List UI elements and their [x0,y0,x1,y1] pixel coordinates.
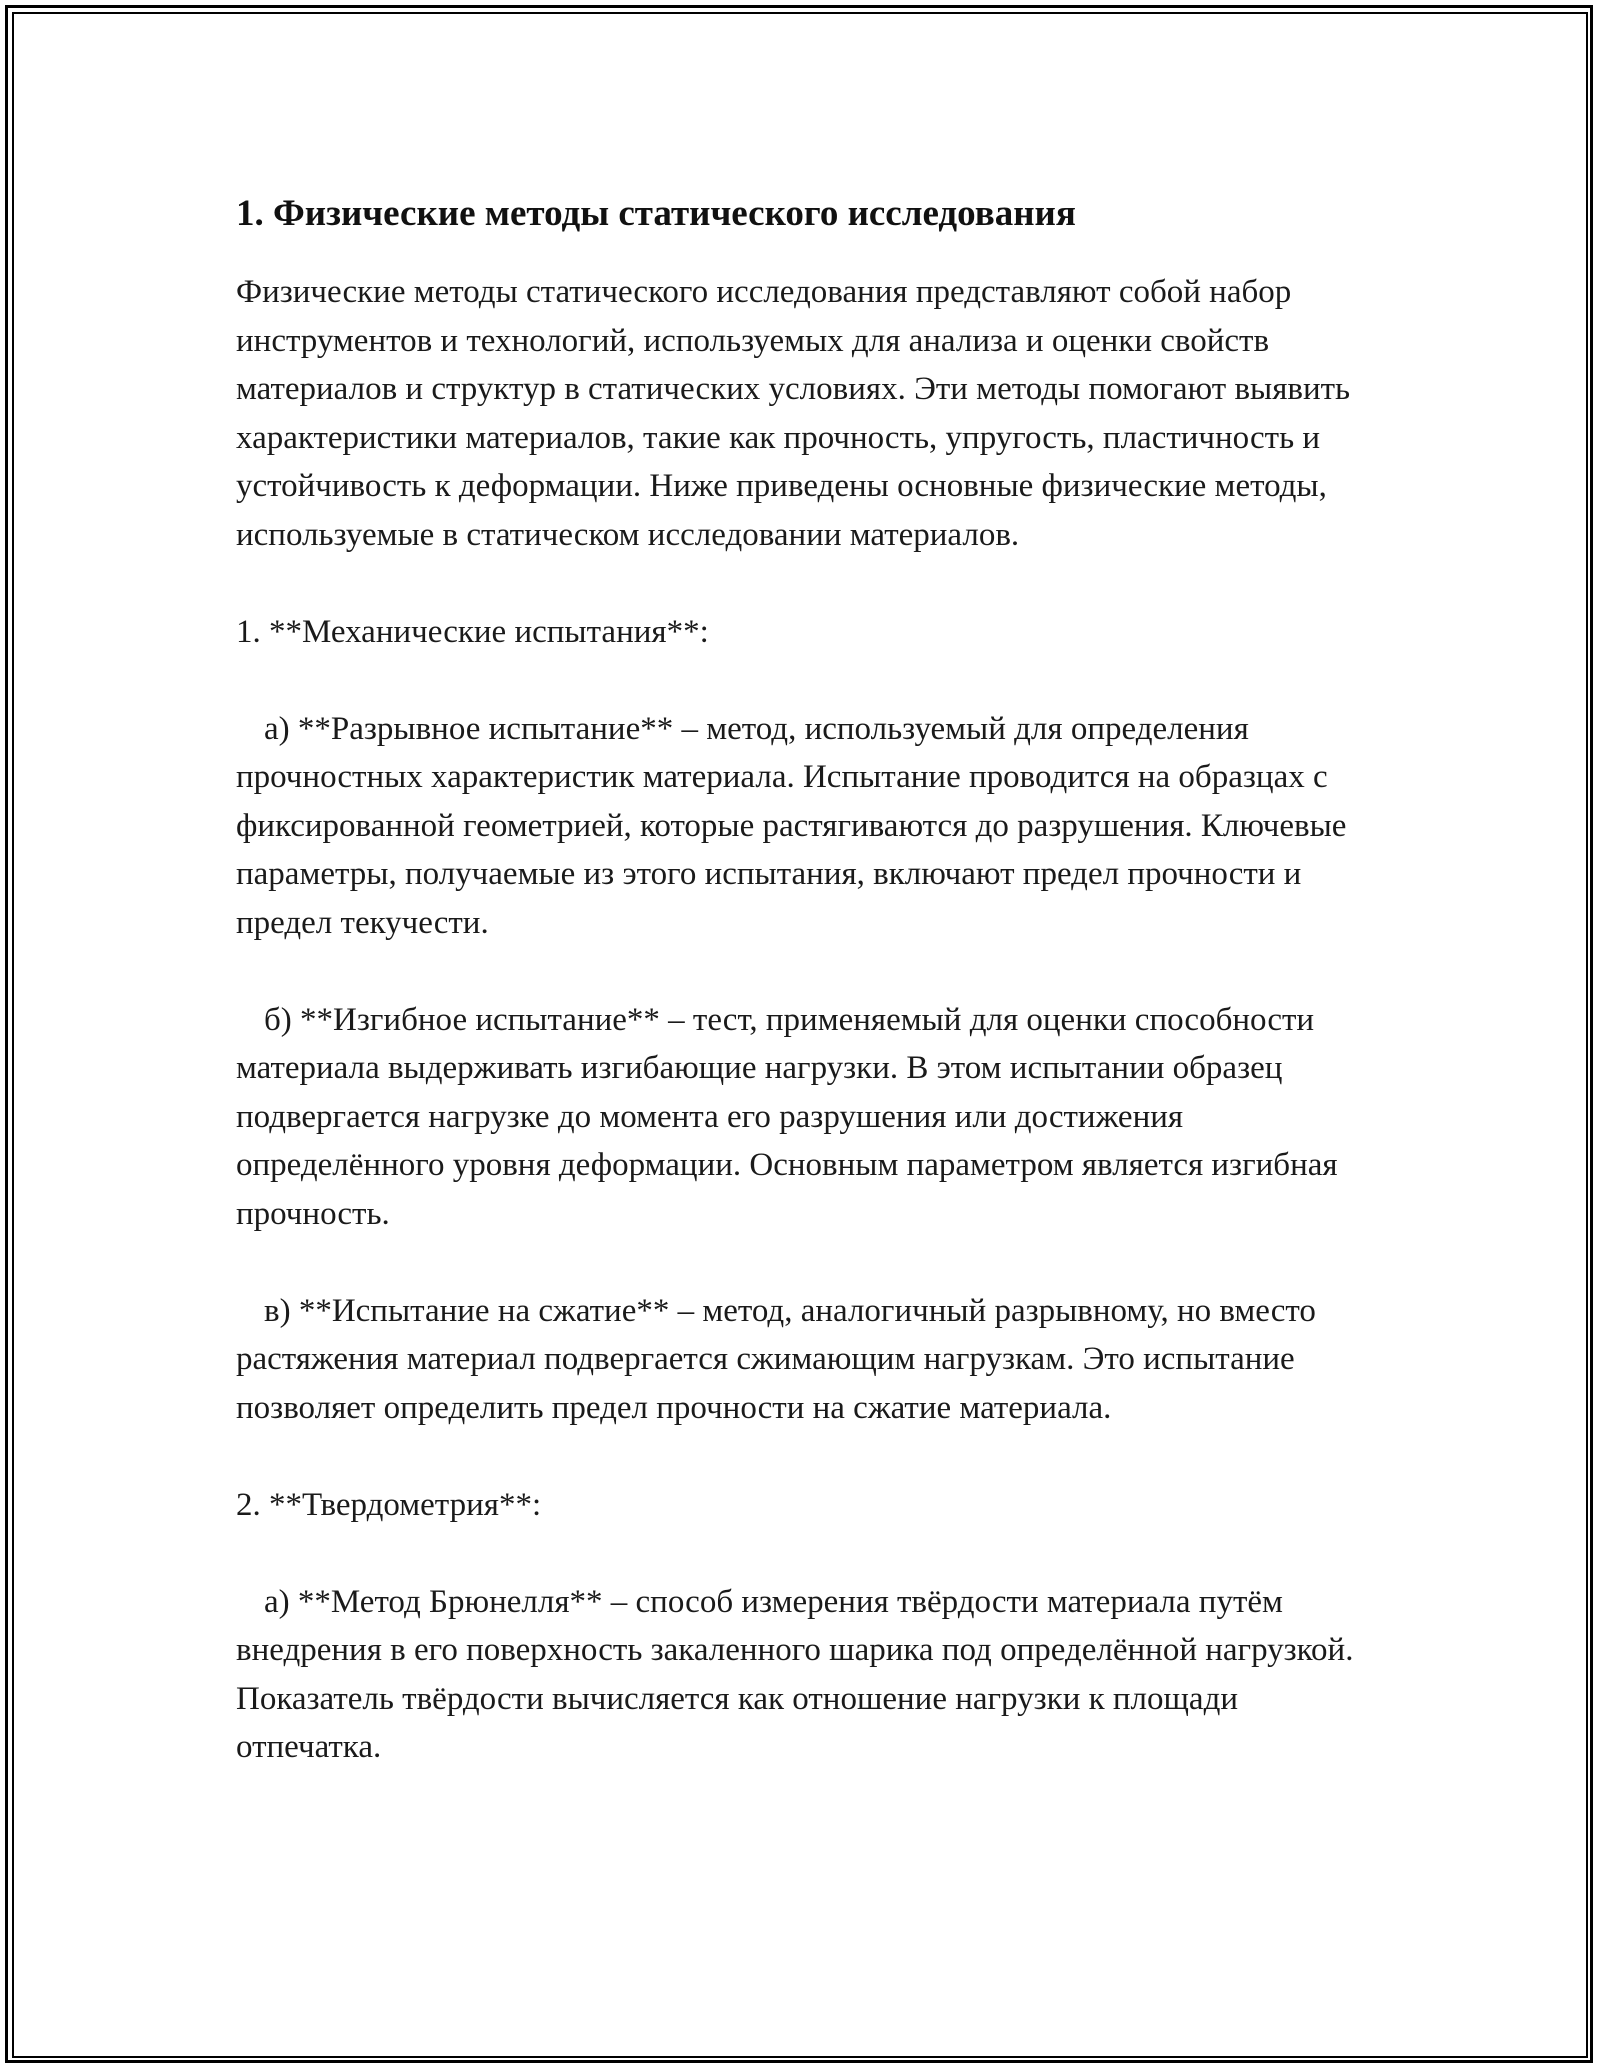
subsection-title-hardness: 2. **Твердометрия**: [236,1486,542,1523]
subsection-title-mechanical: 1. **Механические испытания**: [236,613,709,650]
section-heading: 1. Физические методы статического исследования [236,193,1076,234]
spacer [236,1529,1376,1578]
intro-paragraph: Физические методы статического исследования представляют собой набор инструментов и технологий, используемых для анализа и оценки свойств материалов и структур в статических условиях. Эти методы помогают выявить характеристики материалов, такие как прочность, упругость, пластичность и устойчивость к деформации. Ниже приведены основные физические методы, используемые в статическом исследовании материалов. [236,274,1351,553]
spacer [236,1432,1376,1481]
item-compression-test: в) **Испытание на сжатие** – метод, аналогичный разрывному, но вместо растяжения материал подвергается сжимающим нагрузкам. Это испытание позволяет определить предел прочности на сжатие материала. [236,1292,1316,1426]
item-tensile-test: а) **Разрывное испытание** – метод, используемый для определения прочностных характеристик материала. Испытание проводится на образцах с фиксированной геометрией, которые растягиваются до разрушения. Ключевые параметры, получаемые из этого испытания, включают предел прочности и предел текучести. [236,710,1347,941]
spacer [236,947,1376,996]
item-brinell-method: а) **Метод Брюнелля** – способ измерения твёрдости материала путём внедрения в его поверхность закаленного шарика под определённой нагрузкой. Показатель твёрдости вычисляется как отношение нагрузки к площади отпечатка. [236,1583,1354,1765]
item-bending-test: б) **Изгибное испытание** – тест, применяемый для оценки способности материала выдерживать изгибающие нагрузки. В этом испытании образец подвергается нагрузке до момента его разрушения или достижения определённого уровня деформации. Основным параметром является изгибная прочность. [236,1001,1338,1232]
spacer [236,1238,1376,1287]
spacer [236,559,1376,608]
document-body [236,190,1376,1772]
spacer [236,656,1376,705]
